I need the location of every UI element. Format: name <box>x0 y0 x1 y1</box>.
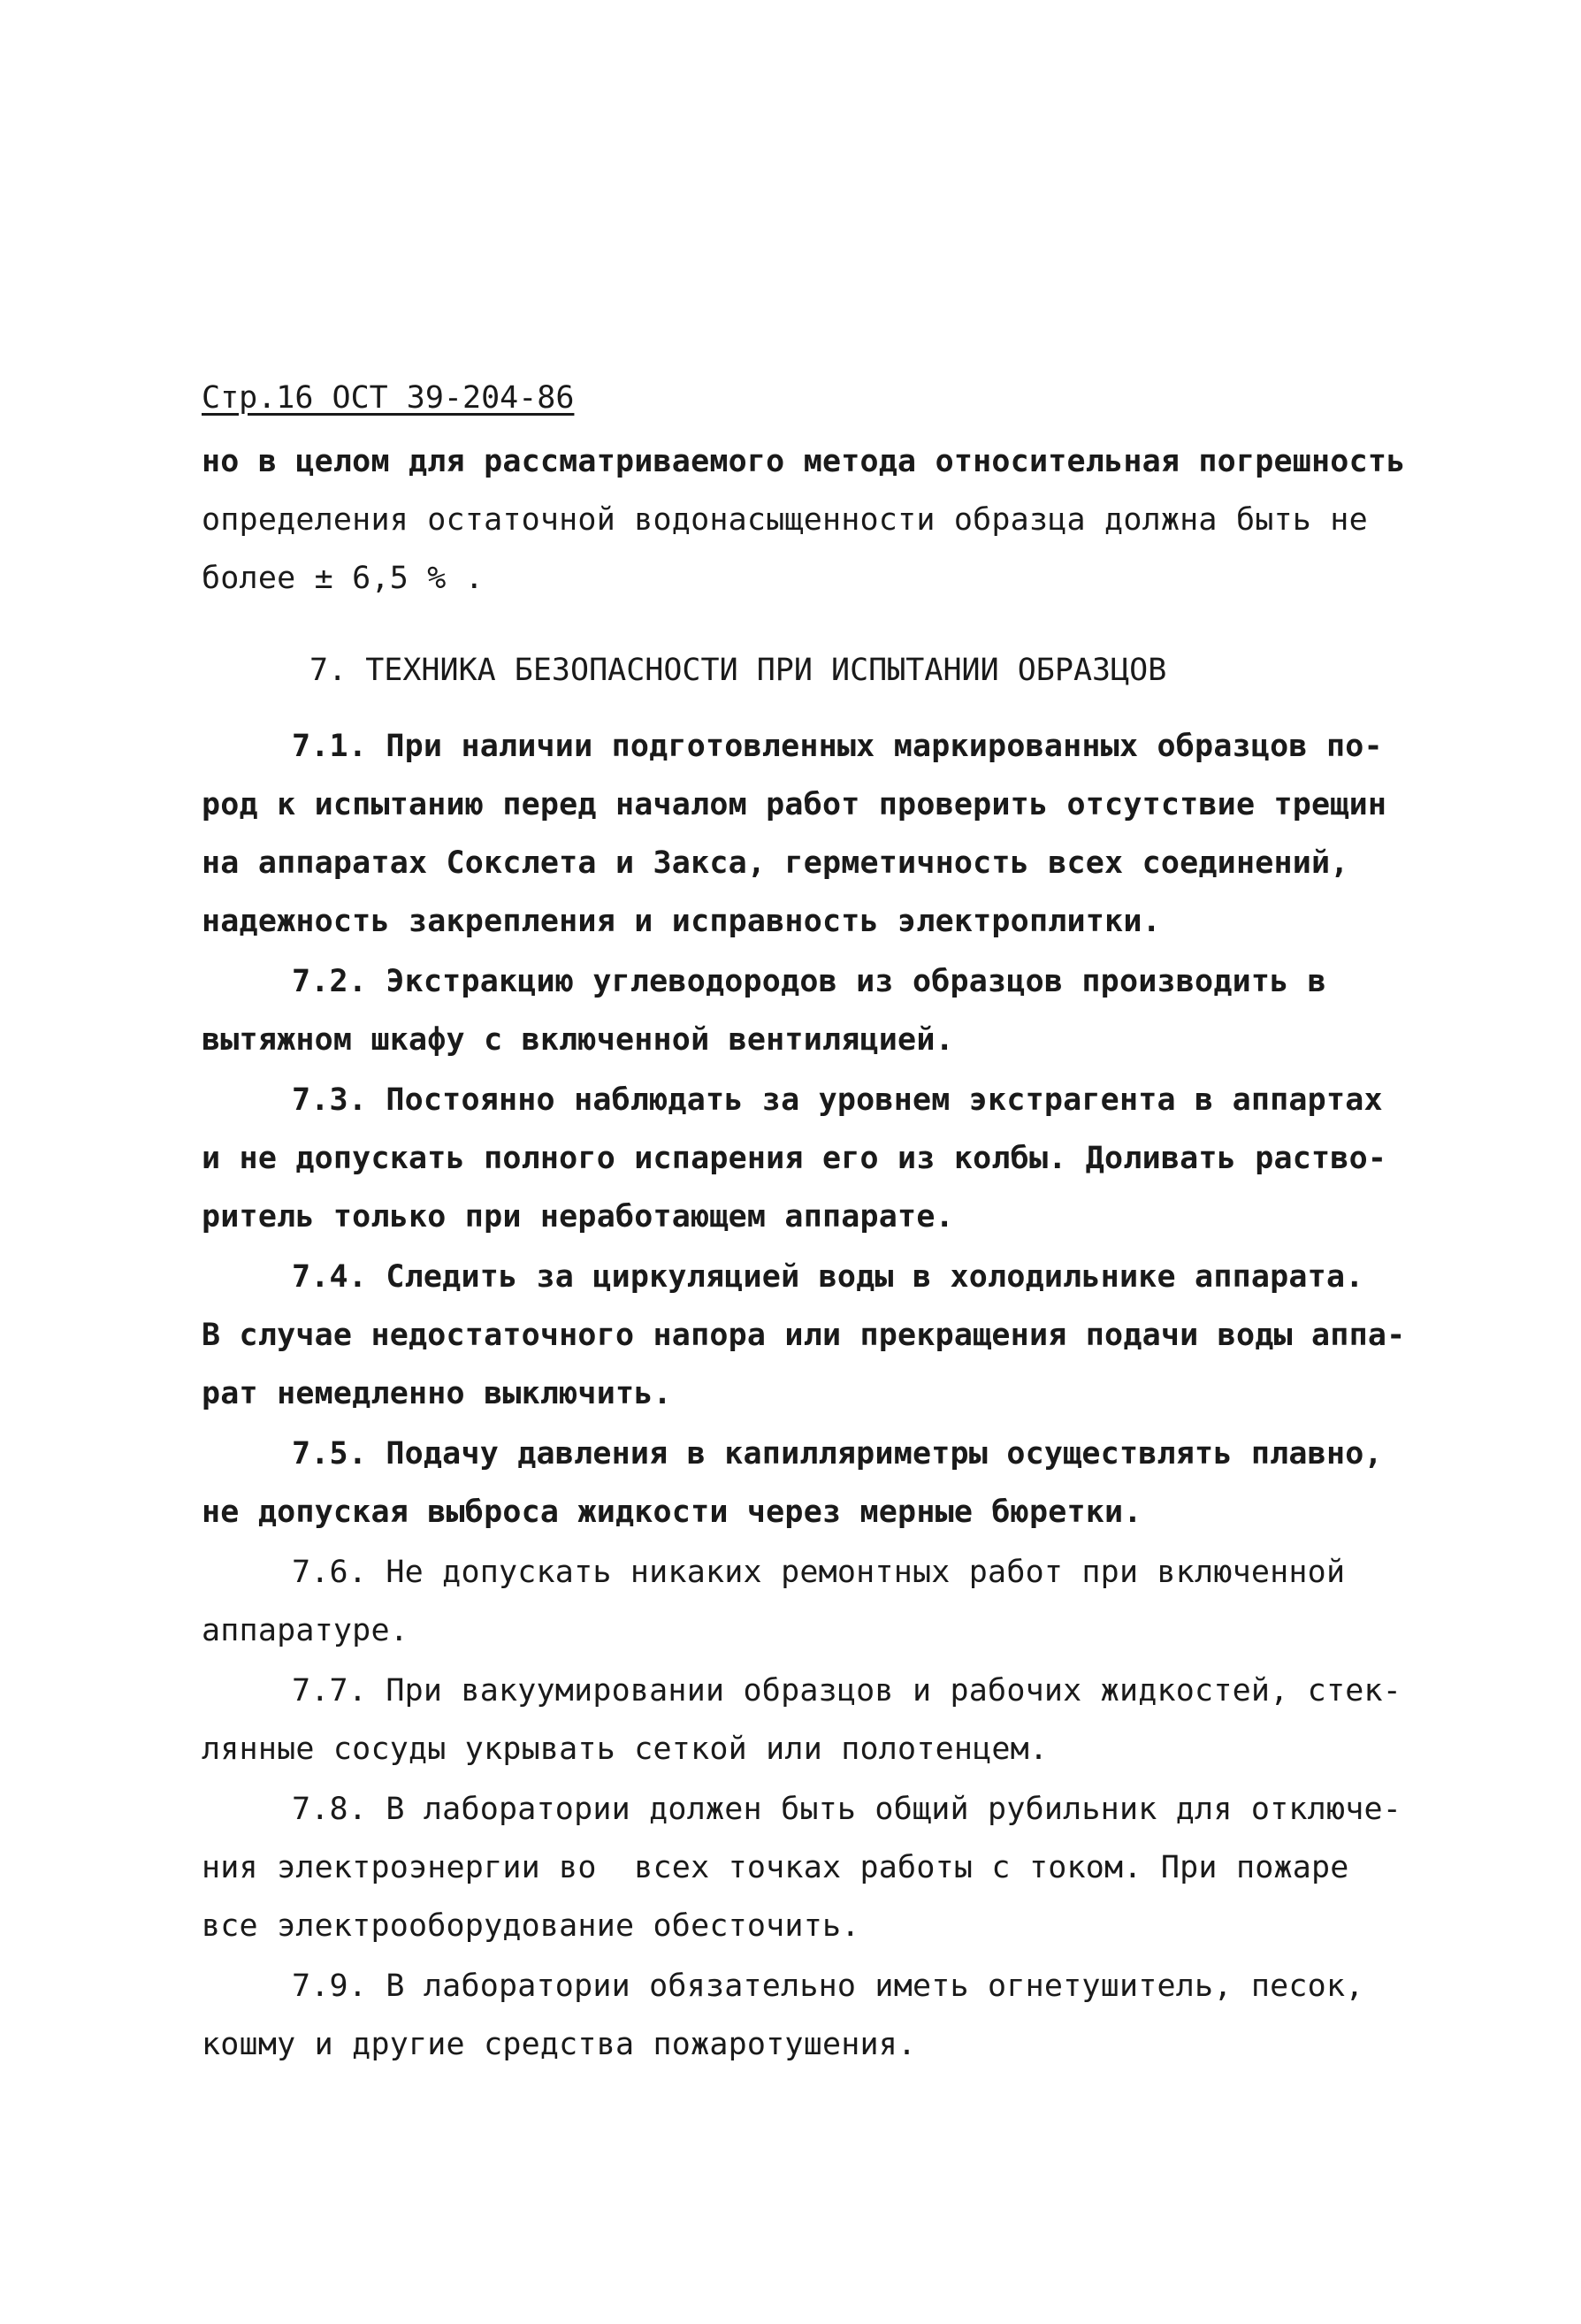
item-7-4-line-1: 7.4. Следить за циркуляцией воды в холодильнике аппарата. <box>292 1259 1364 1295</box>
item-7-6-line-1: 7.6. Не допускать никаких ремонтных работ при включенной <box>292 1555 1346 1590</box>
item-7-7-line-2: лянные сосуды укрывать сеткой или полотенцем. <box>202 1732 1049 1767</box>
item-7-2-line-2: вытяжном шкафу с включенной вентиляцией. <box>202 1022 954 1058</box>
item-7-3-line-3: ритель только при неработающем аппарате. <box>202 1199 954 1235</box>
intro-line-1: но в целом для рассматриваемого метода относительная погрешность <box>202 444 1406 479</box>
item-7-1-line-1: 7.1. При наличии подготовленных маркированных образцов по- <box>292 729 1383 764</box>
item-7-4-line-3: рат немедленно выключить. <box>202 1376 672 1411</box>
item-7-3-line-1: 7.3. Постоянно наблюдать за уровнем экстрагента в аппартах <box>292 1082 1383 1118</box>
intro-line-3: более ± 6,5 % . <box>202 561 485 596</box>
item-7-1-line-4: надежность закрепления и исправность электроплитки. <box>202 904 1161 939</box>
item-7-5-line-2: не допуская выброса жидкости через мерные бюретки. <box>202 1495 1142 1530</box>
item-7-4-line-2: В случае недостаточного напора или прекращения подачи воды аппа- <box>202 1318 1406 1353</box>
item-7-9-line-1: 7.9. В лаборатории обязательно иметь огнетушитель, песок, <box>292 1969 1364 2004</box>
item-7-1-line-3: на аппаратах Сокслета и Закса, герметичность всех соединений, <box>202 845 1349 881</box>
item-7-1-line-2: род к испытанию перед началом работ проверить отсутствие трещин <box>202 787 1387 822</box>
item-7-2-line-1: 7.2. Экстракцию углеводородов из образцов производить в <box>292 964 1326 999</box>
item-7-8-line-1: 7.8. В лаборатории должен быть общий рубильник для отключе- <box>292 1792 1402 1827</box>
intro-line-2: определения остаточной водонасыщенности образца должна быть не <box>202 502 1368 538</box>
item-7-5-line-1: 7.5. Подачу давления в капилляриметры осуществлять плавно, <box>292 1436 1383 1472</box>
item-7-6-line-2: аппаратуре. <box>202 1613 409 1648</box>
item-7-3-line-2: и не допускать полного испарения его из колбы. Доливать раство- <box>202 1141 1387 1176</box>
item-7-8-line-2: ния электроэнергии во всех точках работы с током. При пожаре <box>202 1850 1349 1885</box>
page-header: Стр.16 ОСТ 39-204-86 <box>202 380 575 416</box>
item-7-9-line-2: кошму и другие средства пожаротушения. <box>202 2027 917 2062</box>
item-7-8-line-3: все электрооборудование обесточить. <box>202 1908 860 1944</box>
section-title: 7. ТЕХНИКА БЕЗОПАСНОСТИ ПРИ ИСПЫТАНИИ ОБРАЗЦОВ <box>309 653 1167 688</box>
item-7-7-line-1: 7.7. При вакуумировании образцов и рабочих жидкостей, стек- <box>292 1673 1402 1709</box>
